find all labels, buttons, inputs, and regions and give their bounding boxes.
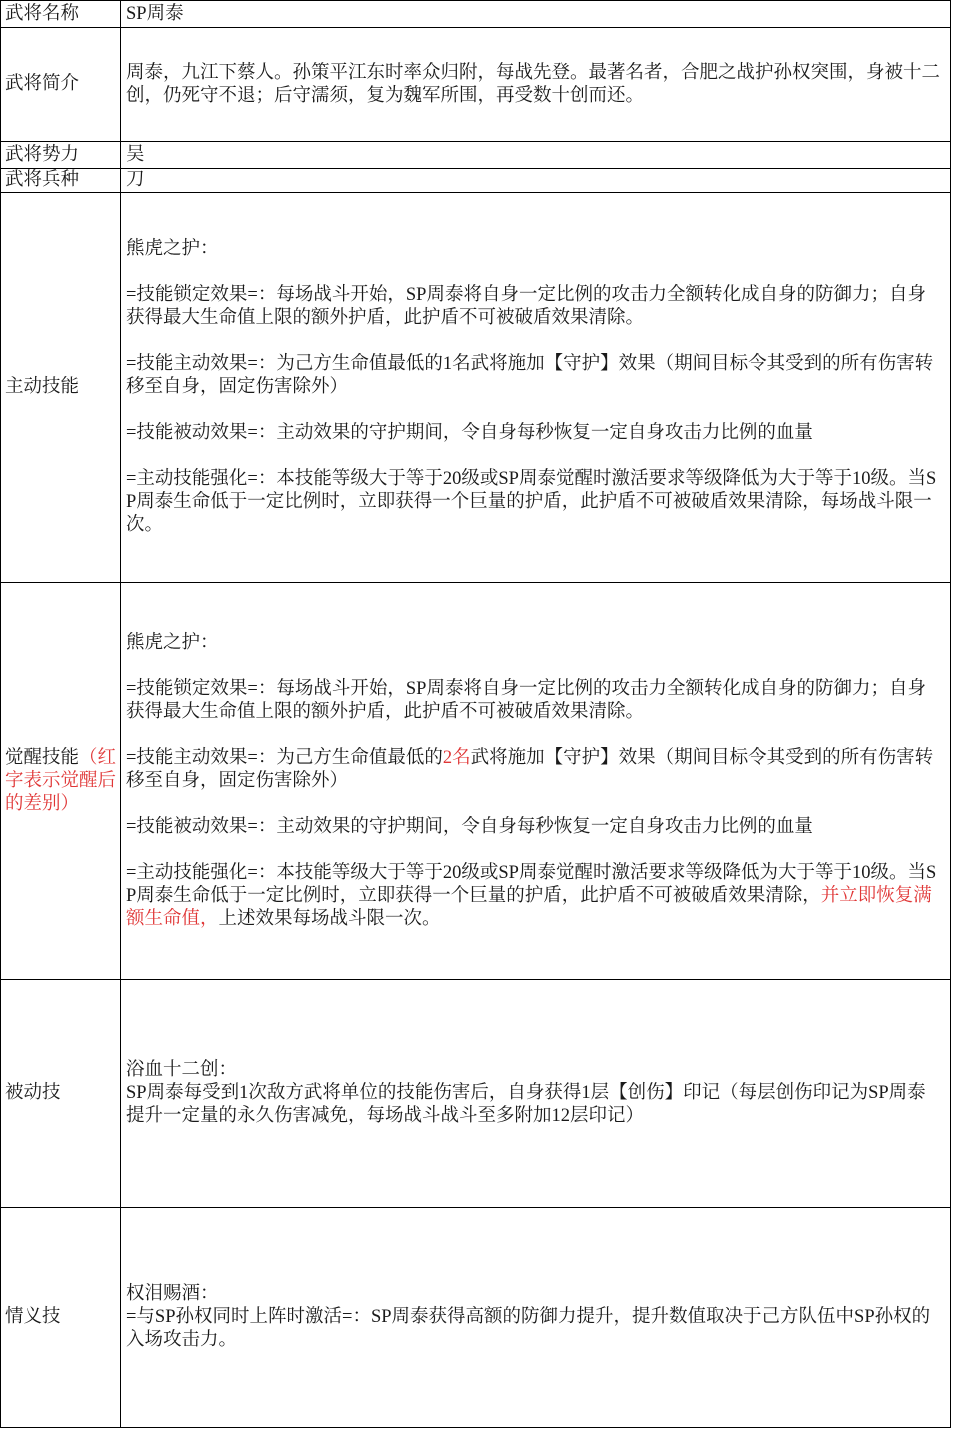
row-label-text [5,169,118,192]
row-content-awakened-skill [121,583,950,979]
table-row-bond-skill [1,1208,950,1428]
text-segment: 武将名称 [5,3,80,24]
row-label-text [5,747,118,816]
paragraph [126,678,944,724]
row-content-bond-skill [121,1208,950,1427]
paragraph [126,632,944,655]
text-segment: =技能锁定效果=：每场战斗开始，SP周泰将自身一定比例的攻击力全额转化成自身的防御力；自身获得最大生命值上限的额外护盾，此护盾不可被破盾效果清除。 [126,285,926,328]
table-row-awakened-skill [1,583,950,980]
blank-line [126,793,944,816]
blank-line [126,261,944,284]
text-segment: 熊虎之护： [126,632,219,653]
paragraph [126,422,944,445]
text-segment: =技能被动效果=：主动效果的守护期间，令自身每秒恢复一定自身攻击力比例的血量 [126,816,813,837]
text-segment: =技能主动效果=：为己方生命值最低的1名武将施加【守护】效果（期间目标令其受到的所有伤害转移至自身，固定伤害除外） [126,354,934,397]
text-segment: =与SP孙权同时上阵时激活=：SP周泰获得高额的防御力提升，提升数值取决于己方队伍中SP孙权的入场攻击力。 [126,1307,931,1350]
row-label-troop-type [1,169,121,192]
blank-line [126,445,944,468]
table-row-faction [1,142,950,169]
row-content-faction [121,142,950,168]
row-label-text [5,144,118,167]
table-row-name [1,1,950,28]
text-segment: =技能被动效果=：主动效果的守护期间，令自身每秒恢复一定自身攻击力比例的血量 [126,423,813,443]
text-segment: 主动技能 [5,377,80,397]
blank-line [126,399,944,422]
row-label-awakened-skill [1,583,121,979]
row-label-faction [1,142,121,168]
text-segment: 武将简介 [5,74,80,94]
text-segment: =技能主动效果=：为己方生命值最低的 [126,747,443,768]
blank-line [126,655,944,678]
text-segment: 上述效果每场战斗限一次。 [218,908,441,929]
paragraph [126,353,944,399]
table-row-active-skill [1,193,950,583]
text-segment: 浴血十二创： [126,1060,238,1080]
paragraph [126,144,944,167]
paragraph [126,1283,944,1306]
text-segment: =主动技能强化=：本技能等级大于等于20级或SP周泰觉醒时激活要求等级降低为大于等于10级。当SP周泰生命低于一定比例时，立即获得一个巨量的护盾，此护盾不可被破盾效果清除，每场战斗限一次。 [126,469,937,535]
text-segment: 情义技 [5,1307,61,1327]
text-segment: 武将兵种 [5,170,80,190]
paragraph [126,468,944,537]
row-content-name [121,1,950,27]
row-label-text [5,73,118,96]
text-segment: SP周泰每受到1次敌方武将单位的技能伤害后，自身获得1层【创伤】印记（每层创伤印记为SP周泰提升一定量的永久伤害减免，每场战斗战斗至多附加12层印记） [126,1083,926,1126]
paragraph [126,1059,944,1082]
text-segment-red: 2名 [442,747,471,768]
paragraph [126,1082,944,1128]
blank-line [126,330,944,353]
row-label-passive-skill [1,980,121,1207]
text-segment: 吴 [126,144,145,165]
paragraph [126,816,944,839]
text-segment: 被动技 [5,1083,61,1103]
table-row-passive-skill [1,980,950,1208]
blank-line [126,839,944,862]
text-segment: 刀 [126,170,145,190]
row-content-active-skill [121,193,950,582]
row-label-bio [1,28,121,141]
table-row-bio [1,28,950,142]
row-label-active-skill [1,193,121,582]
row-content-troop-type [121,169,950,192]
row-label-text [5,3,118,26]
paragraph [126,747,944,793]
paragraph [126,169,944,192]
text-segment: =主动技能强化=：本技能等级大于等于20级或SP周泰觉醒时激活要求等级降低为大于等于10级。当SP周泰生命低于一定比例时，立即获得一个巨量的护盾，此护盾不可被破盾效果清除， [126,862,937,906]
table-row-troop-type [1,169,950,193]
row-label-name [1,1,121,27]
text-segment: 觉醒技能 [5,747,80,768]
text-segment: 武将势力 [5,144,80,165]
text-segment: SP周泰 [126,3,184,24]
row-content-passive-skill [121,980,950,1207]
paragraph [126,284,944,330]
paragraph [126,238,944,261]
row-label-text [5,1306,118,1329]
blank-line [126,724,944,747]
text-segment-red: （红字表示觉醒后的差别） [5,747,117,814]
text-segment: 周泰，九江下蔡人。孙策平江东时率众归附，每战先登。最著名者，合肥之战护孙权突围，身被十二创，仍死守不退；后守濡须，复为魏军所围，再受数十创而还。 [126,62,941,106]
row-label-text [5,376,118,399]
paragraph [126,62,944,108]
row-label-text [5,1082,118,1105]
paragraph [126,1306,944,1352]
text-segment: 武将施加【守护】效果（期间目标令其受到的所有伤害转移至自身，固定伤害除外） [126,747,934,791]
paragraph [126,862,944,931]
text-segment-red: 并立即恢复满额生命值， [126,885,932,929]
text-segment: =技能锁定效果=：每场战斗开始，SP周泰将自身一定比例的攻击力全额转化成自身的防御力；自身获得最大生命值上限的额外护盾，此护盾不可被破盾效果清除。 [126,678,926,722]
row-label-bond-skill [1,1208,121,1427]
row-content-bio [121,28,950,141]
text-segment: 熊虎之护： [126,239,219,259]
paragraph [126,3,944,26]
text-segment: 权泪赐酒： [126,1284,219,1304]
